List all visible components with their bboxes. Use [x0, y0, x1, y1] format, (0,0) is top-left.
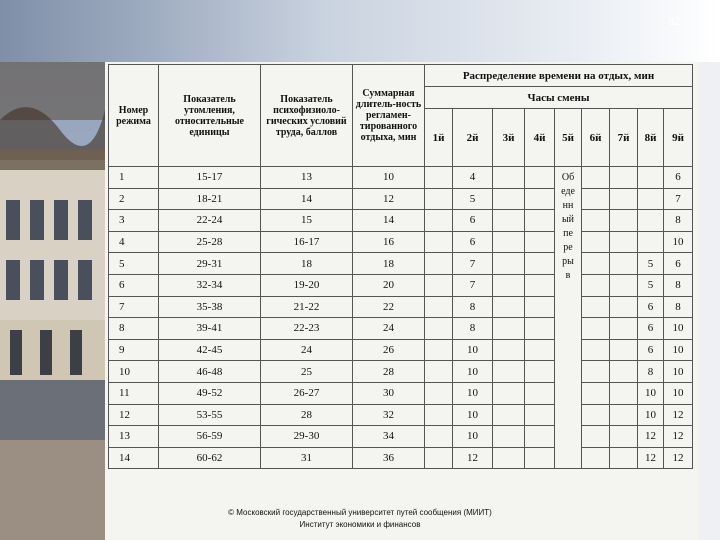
cell-fatigue: 18-21 — [159, 188, 261, 210]
cell-hour-2: 8 — [453, 296, 493, 318]
table-row — [109, 296, 693, 318]
cell-hour-7 — [610, 339, 638, 361]
cell-hour-9: 6 — [664, 253, 693, 275]
cell-hour-3 — [493, 188, 525, 210]
cell-hour-4 — [525, 253, 555, 275]
cell-mode: 14 — [109, 447, 159, 469]
cell-hour-1 — [425, 167, 453, 189]
cell-hour-2: 10 — [453, 339, 493, 361]
cell-hour-7 — [610, 231, 638, 253]
cell-hour-6 — [582, 210, 610, 232]
header-distribution: Распределение времени на отдых, мин — [425, 65, 693, 87]
cell-psycho: 21-22 — [261, 296, 353, 318]
cell-total: 22 — [353, 296, 425, 318]
cell-psycho: 26-27 — [261, 382, 353, 404]
cell-psycho: 31 — [261, 447, 353, 469]
cell-hour-4 — [525, 404, 555, 426]
cell-mode: 3 — [109, 210, 159, 232]
cell-total: 16 — [353, 231, 425, 253]
cell-hour-9: 6 — [664, 167, 693, 189]
cell-hour-7 — [610, 188, 638, 210]
table-row — [109, 210, 693, 232]
table-body — [109, 167, 693, 469]
cell-hour-2: 4 — [453, 167, 493, 189]
hour-label: 5й — [555, 109, 582, 167]
cell-lunch-break — [555, 167, 582, 469]
cell-hour-7 — [610, 382, 638, 404]
cell-mode: 6 — [109, 274, 159, 296]
cell-hour-9: 8 — [664, 274, 693, 296]
cell-mode: 11 — [109, 382, 159, 404]
hour-label: 6й — [582, 109, 610, 167]
table-row — [109, 274, 693, 296]
cell-hour-6 — [582, 404, 610, 426]
cell-hour-8: 8 — [638, 361, 664, 383]
cell-hour-3 — [493, 404, 525, 426]
cell-hour-1 — [425, 296, 453, 318]
cell-hour-2: 7 — [453, 253, 493, 275]
cell-hour-4 — [525, 318, 555, 340]
cell-fatigue: 22-24 — [159, 210, 261, 232]
cell-fatigue: 25-28 — [159, 231, 261, 253]
cell-hour-8: 12 — [638, 426, 664, 448]
cell-hour-3 — [493, 231, 525, 253]
cell-hour-2: 5 — [453, 188, 493, 210]
cell-hour-4 — [525, 188, 555, 210]
cell-total: 12 — [353, 188, 425, 210]
hour-label: 7й — [610, 109, 638, 167]
cell-total: 28 — [353, 361, 425, 383]
cell-total: 20 — [353, 274, 425, 296]
table-row — [109, 361, 693, 383]
cell-hour-4 — [525, 339, 555, 361]
cell-hour-4 — [525, 426, 555, 448]
cell-hour-3 — [493, 274, 525, 296]
cell-hour-2: 10 — [453, 426, 493, 448]
cell-hour-3 — [493, 318, 525, 340]
cell-hour-9: 10 — [664, 361, 693, 383]
cell-hour-7 — [610, 253, 638, 275]
hour-label: 2й — [453, 109, 493, 167]
cell-hour-3 — [493, 253, 525, 275]
header-bar — [0, 0, 720, 62]
header-psycho: Показатель психофизиоло-гических условий труда, баллов — [261, 65, 353, 167]
footer — [160, 507, 560, 531]
cell-total: 30 — [353, 382, 425, 404]
cell-total: 24 — [353, 318, 425, 340]
cell-psycho: 19-20 — [261, 274, 353, 296]
header-divider — [700, 0, 701, 62]
cell-hour-1 — [425, 447, 453, 469]
cell-hour-1 — [425, 318, 453, 340]
cell-hour-8: 5 — [638, 253, 664, 275]
cell-hour-9: 7 — [664, 188, 693, 210]
cell-hour-3 — [493, 382, 525, 404]
cell-total: 26 — [353, 339, 425, 361]
cell-hour-1 — [425, 361, 453, 383]
cell-mode: 8 — [109, 318, 159, 340]
table-row — [109, 447, 693, 469]
cell-hour-8: 5 — [638, 274, 664, 296]
cell-psycho: 18 — [261, 253, 353, 275]
cell-total: 32 — [353, 404, 425, 426]
cell-total: 18 — [353, 253, 425, 275]
cell-hour-3 — [493, 426, 525, 448]
footer-institute: Институт экономики и финансов — [299, 520, 421, 529]
cell-hour-2: 10 — [453, 361, 493, 383]
cell-hour-7 — [610, 361, 638, 383]
cell-hour-3 — [493, 210, 525, 232]
cell-hour-9: 12 — [664, 426, 693, 448]
cell-hour-2: 12 — [453, 447, 493, 469]
cell-hour-6 — [582, 339, 610, 361]
cell-hour-6 — [582, 296, 610, 318]
cell-hour-6 — [582, 253, 610, 275]
hour-label: 1й — [425, 109, 453, 167]
table-row — [109, 188, 693, 210]
cell-hour-8 — [638, 231, 664, 253]
cell-hour-4 — [525, 447, 555, 469]
cell-hour-8: 12 — [638, 447, 664, 469]
header-total-rest: Суммарная длитель-ность регламен-тированного отдыха, мин — [353, 65, 425, 167]
cell-hour-6 — [582, 167, 610, 189]
cell-fatigue: 15-17 — [159, 167, 261, 189]
cell-hour-7 — [610, 296, 638, 318]
cell-hour-2: 6 — [453, 210, 493, 232]
cell-hour-3 — [493, 447, 525, 469]
cell-fatigue: 42-45 — [159, 339, 261, 361]
cell-hour-9: 10 — [664, 231, 693, 253]
cell-hour-6 — [582, 318, 610, 340]
cell-hour-1 — [425, 382, 453, 404]
cell-hour-3 — [493, 167, 525, 189]
cell-psycho: 29-30 — [261, 426, 353, 448]
cell-hour-6 — [582, 274, 610, 296]
cell-hour-2: 10 — [453, 382, 493, 404]
cell-mode: 2 — [109, 188, 159, 210]
cell-hour-6 — [582, 231, 610, 253]
cell-hour-4 — [525, 382, 555, 404]
cell-fatigue: 32-34 — [159, 274, 261, 296]
cell-psycho: 15 — [261, 210, 353, 232]
cell-hour-4 — [525, 296, 555, 318]
cell-hour-9: 10 — [664, 339, 693, 361]
table-row — [109, 426, 693, 448]
cell-hour-9: 8 — [664, 210, 693, 232]
cell-fatigue: 35-38 — [159, 296, 261, 318]
cell-hour-1 — [425, 188, 453, 210]
cell-hour-7 — [610, 447, 638, 469]
cell-hour-4 — [525, 231, 555, 253]
cell-hour-8: 10 — [638, 382, 664, 404]
cell-hour-8: 6 — [638, 296, 664, 318]
cell-fatigue: 39-41 — [159, 318, 261, 340]
cell-hour-2: 8 — [453, 318, 493, 340]
cell-mode: 7 — [109, 296, 159, 318]
cell-fatigue: 46-48 — [159, 361, 261, 383]
cell-hour-6 — [582, 361, 610, 383]
cell-hour-8 — [638, 188, 664, 210]
cell-hour-7 — [610, 274, 638, 296]
cell-hour-7 — [610, 404, 638, 426]
cell-mode: 13 — [109, 426, 159, 448]
cell-psycho: 25 — [261, 361, 353, 383]
cell-hour-2: 7 — [453, 274, 493, 296]
cell-hour-1 — [425, 274, 453, 296]
table-row — [109, 339, 693, 361]
cell-hour-4 — [525, 274, 555, 296]
hour-label: 4й — [525, 109, 555, 167]
cell-hour-7 — [610, 426, 638, 448]
cell-fatigue: 29-31 — [159, 253, 261, 275]
cell-hour-4 — [525, 167, 555, 189]
cell-fatigue: 56-59 — [159, 426, 261, 448]
cell-hour-1 — [425, 404, 453, 426]
cell-hour-8 — [638, 167, 664, 189]
cell-hour-8: 6 — [638, 318, 664, 340]
cell-hour-8: 10 — [638, 404, 664, 426]
cell-hour-6 — [582, 188, 610, 210]
cell-hour-1 — [425, 231, 453, 253]
cell-hour-4 — [525, 210, 555, 232]
cell-fatigue: 49-52 — [159, 382, 261, 404]
cell-hour-6 — [582, 447, 610, 469]
cell-hour-8: 6 — [638, 339, 664, 361]
page-number: 82 — [668, 16, 681, 28]
footer-copyright: © Московский государственный университет путей сообщения (МИИТ) — [228, 508, 492, 517]
table-row — [109, 231, 693, 253]
cell-mode: 9 — [109, 339, 159, 361]
cell-mode: 12 — [109, 404, 159, 426]
hour-label: 8й — [638, 109, 664, 167]
lunch-break-text: Об еде нн ый пе ре ры в — [561, 172, 575, 281]
cell-hour-3 — [493, 361, 525, 383]
cell-hour-9: 10 — [664, 382, 693, 404]
cell-total: 36 — [353, 447, 425, 469]
cell-psycho: 22-23 — [261, 318, 353, 340]
cell-hour-2: 6 — [453, 231, 493, 253]
cell-mode: 5 — [109, 253, 159, 275]
cell-psycho: 28 — [261, 404, 353, 426]
cell-total: 34 — [353, 426, 425, 448]
cell-hour-1 — [425, 426, 453, 448]
table-row — [109, 167, 693, 189]
cell-hour-9: 12 — [664, 447, 693, 469]
cell-hour-1 — [425, 339, 453, 361]
table-row — [109, 318, 693, 340]
table-row — [109, 404, 693, 426]
cell-mode: 4 — [109, 231, 159, 253]
header-fatigue: Показатель утомления, относительные единицы — [159, 65, 261, 167]
cell-hour-9: 12 — [664, 404, 693, 426]
header-mode: Номер режима — [109, 65, 159, 167]
cell-hour-9: 10 — [664, 318, 693, 340]
cell-hour-6 — [582, 382, 610, 404]
cell-hour-3 — [493, 296, 525, 318]
hour-label: 3й — [493, 109, 525, 167]
cell-hour-1 — [425, 210, 453, 232]
cell-hour-7 — [610, 210, 638, 232]
cell-hour-3 — [493, 339, 525, 361]
rest-schedule-table — [108, 64, 693, 469]
table-row — [109, 382, 693, 404]
cell-fatigue: 60-62 — [159, 447, 261, 469]
cell-hour-1 — [425, 253, 453, 275]
hour-label: 9й — [664, 109, 693, 167]
cell-hour-4 — [525, 361, 555, 383]
cell-fatigue: 53-55 — [159, 404, 261, 426]
cell-hour-9: 8 — [664, 296, 693, 318]
cell-mode: 1 — [109, 167, 159, 189]
cell-psycho: 24 — [261, 339, 353, 361]
table-row — [109, 253, 693, 275]
cell-hour-6 — [582, 426, 610, 448]
cell-psycho: 16-17 — [261, 231, 353, 253]
cell-hour-7 — [610, 167, 638, 189]
cell-hour-2: 10 — [453, 404, 493, 426]
cell-hour-7 — [610, 318, 638, 340]
cell-psycho: 14 — [261, 188, 353, 210]
cell-hour-8 — [638, 210, 664, 232]
right-edge — [699, 62, 720, 540]
cell-total: 14 — [353, 210, 425, 232]
cell-total: 10 — [353, 167, 425, 189]
cell-psycho: 13 — [261, 167, 353, 189]
cell-mode: 10 — [109, 361, 159, 383]
header-hours: Часы смены — [425, 87, 693, 109]
